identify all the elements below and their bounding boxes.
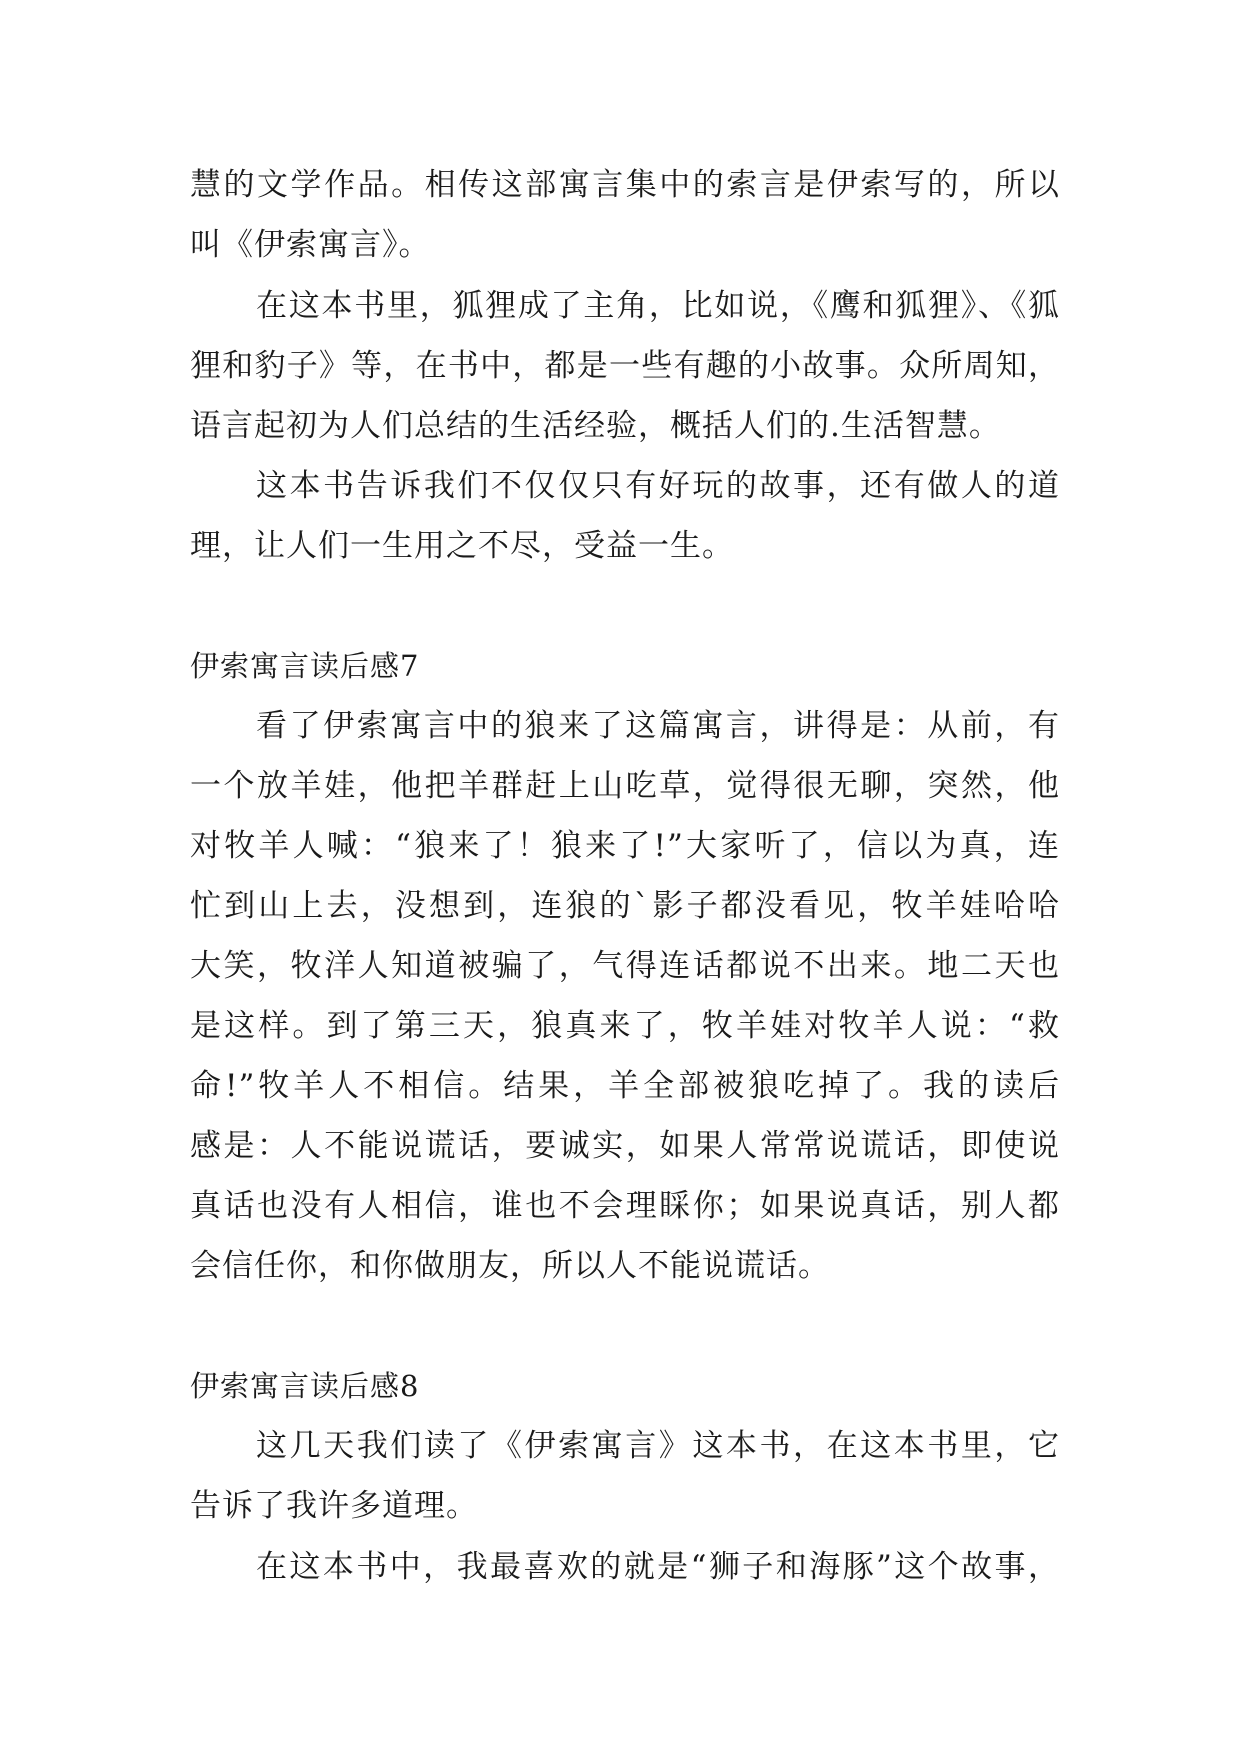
text-line: 慧的文学作品。相传这部寓言集中的索言是伊索写的，所以	[190, 167, 1060, 203]
text-line: 叫《伊索寓言》。	[190, 227, 431, 263]
text-line: 忙到山上去，没想到，连狼的`影子都没看见，牧羊娃哈哈	[190, 888, 1060, 924]
text-line: 命!”牧羊人不相信。结果，羊全部被狼吃掉了。我的读后	[190, 1068, 1060, 1104]
text-line: 看了伊索寓言中的狼来了这篇寓言，讲得是：从前，有	[256, 708, 1060, 744]
text-line: 理，让人们一生用之不尽，受益一生。	[190, 528, 734, 564]
text-line: 真话也没有人相信，谁也不会理睬你；如果说真话，别人都	[190, 1188, 1060, 1224]
section-heading: 伊索寓言读后感7	[190, 649, 420, 683]
text-line: 会信任你，和你做朋友，所以人不能说谎话。	[190, 1248, 830, 1284]
text-line: 语言起初为人们总结的生活经验，概括人们的.生活智慧。	[190, 408, 1001, 444]
text-line: 狸和豹子》等，在书中，都是一些有趣的小故事。众所周知，	[190, 348, 1060, 384]
text-line: 在这本书中，我最喜欢的就是“狮子和海豚”这个故事，	[256, 1549, 1060, 1585]
text-line: 感是：人不能说谎话，要诚实，如果人常常说谎话，即使说	[190, 1128, 1060, 1164]
section-heading: 伊索寓言读后感8	[190, 1369, 420, 1403]
text-line: 这几天我们读了《伊索寓言》这本书，在这本书里，它	[256, 1428, 1060, 1464]
text-line: 一个放羊娃，他把羊群赶上山吃草，觉得很无聊，突然，他	[190, 768, 1060, 804]
text-line: 在这本书里，狐狸成了主角，比如说，《鹰和狐狸》、《狐	[256, 288, 1060, 324]
text-line: 大笑，牧洋人知道被骗了，气得连话都说不出来。地二天也	[190, 948, 1060, 984]
text-line: 这本书告诉我们不仅仅只有好玩的故事，还有做人的道	[256, 468, 1060, 504]
text-line: 是这样。到了第三天，狼真来了，牧羊娃对牧羊人说：“救	[190, 1008, 1060, 1044]
text-line: 告诉了我许多道理。	[190, 1488, 478, 1524]
text-line: 对牧羊人喊：“狼来了！狼来了!”大家听了，信以为真，连	[190, 828, 1060, 864]
